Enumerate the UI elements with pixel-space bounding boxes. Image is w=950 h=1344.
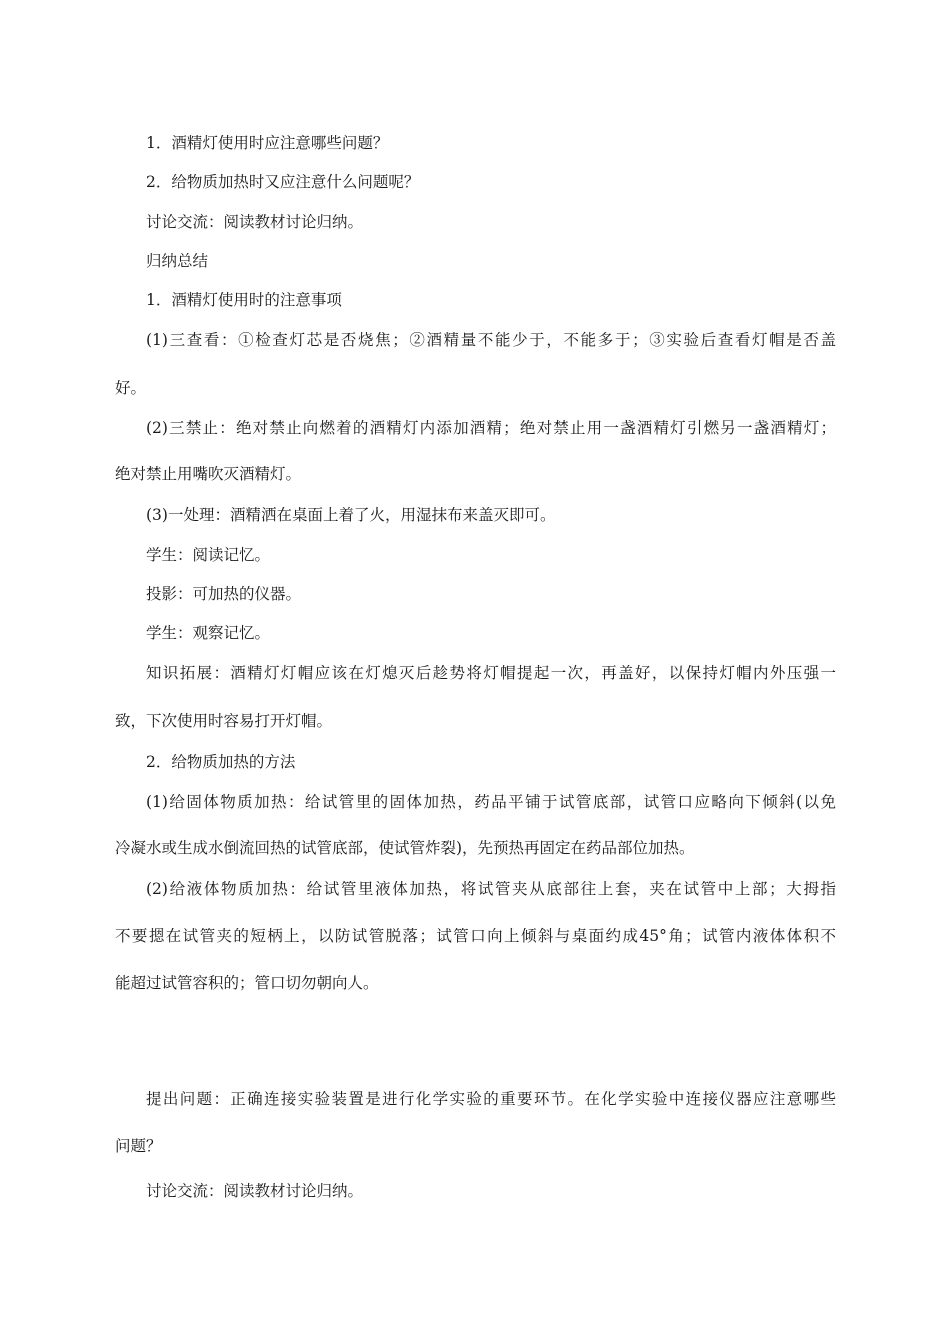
paragraph-line: 提出问题：正确连接实验装置是进行化学实验的重要环节。在化学实验中连接仪器应注意哪些 (146, 1090, 836, 1108)
paragraph-line: 致，下次使用时容易打开灯帽。 (115, 712, 333, 730)
paragraph-line: 投影：可加热的仪器。 (146, 585, 302, 603)
paragraph-line: (2)给液体物质加热：给试管里液体加热，将试管夹从底部往上套，夹在试管中上部；大拇指 (146, 880, 836, 898)
section-2-heading: 2．给物质加热的方法 (146, 753, 296, 771)
paragraph-line: 学生：阅读记忆。 (146, 546, 271, 564)
paragraph-line: (1)三查看：①检查灯芯是否烧焦；②酒精量不能少于，不能多于；③实验后查看灯帽是否盖 (146, 331, 836, 349)
paragraph-line: 好。 (115, 379, 147, 397)
discussion-line: 讨论交流：阅读教材讨论归纳。 (146, 1182, 364, 1200)
discussion-line: 讨论交流：阅读教材讨论归纳。 (146, 213, 364, 231)
question-1: 1．酒精灯使用时应注意哪些问题？ (146, 134, 389, 152)
paragraph-line: (3)一处理：酒精洒在桌面上着了火，用湿抹布来盖灭即可。 (146, 506, 556, 524)
paragraph-line: 绝对禁止用嘴吹灭酒精灯。 (115, 465, 302, 483)
paragraph-line: 不要摁在试管夹的短柄上，以防试管脱落；试管口向上倾斜与桌面约成45°角；试管内液体体积不 (115, 927, 836, 945)
summary-heading: 归纳总结 (146, 252, 209, 270)
section-1-heading: 1．酒精灯使用时的注意事项 (146, 291, 342, 309)
paragraph-line: 能超过试管容积的；管口切勿朝向人。 (115, 974, 379, 992)
paragraph-line: 冷凝水或生成水倒流回热的试管底部，使试管炸裂)，先预热再固定在药品部位加热。 (115, 839, 695, 857)
paragraph-line: (2)三禁止：绝对禁止向燃着的酒精灯内添加酒精；绝对禁止用一盏酒精灯引燃另一盏酒精灯； (146, 419, 836, 437)
question-2: 2．给物质加热时又应注意什么问题呢？ (146, 173, 420, 191)
paragraph-line: (1)给固体物质加热：给试管里的固体加热，药品平铺于试管底部，试管口应略向下倾斜(以免 (146, 793, 836, 811)
paragraph-line: 学生：观察记忆。 (146, 624, 271, 642)
paragraph-line: 问题？ (115, 1137, 162, 1155)
paragraph-line: 知识拓展：酒精灯灯帽应该在灯熄灭后趁势将灯帽提起一次，再盖好，以保持灯帽内外压强一 (146, 664, 836, 682)
